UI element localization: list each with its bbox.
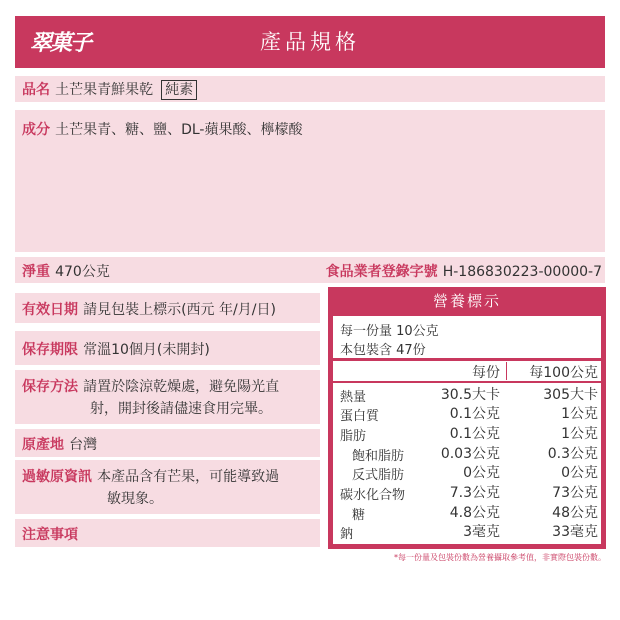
ingredients-value: 土芒果青、糖、鹽、DL-蘋果酸、檸檬酸	[55, 122, 303, 138]
nutrition-divider-thick	[333, 358, 601, 361]
nutrient-per-serving: 30.5大卡	[440, 387, 500, 403]
shelf-life-label: 保存期限	[22, 342, 78, 358]
nutrient-per-100g: 1公克	[561, 426, 598, 442]
nutrient-per-100g: 305大卡	[543, 387, 598, 403]
per-100g-header: 每100公克	[529, 365, 598, 381]
registration-label: 食品業者登錄字號	[325, 264, 438, 280]
nutrient-name: 飽和脂肪	[352, 449, 405, 464]
allergen-label: 過敏原資訊	[22, 469, 92, 485]
net-weight-row	[15, 257, 605, 283]
storage-line-1: 請置於陰涼乾燥處，避免陽光直	[83, 379, 280, 395]
expiry-value: 請見包裝上標示(西元 年/月/日)	[83, 302, 276, 318]
nutrient-per-100g: 1公克	[561, 406, 598, 422]
page-title: 產品規格	[260, 30, 360, 54]
nutrient-name: 糖	[352, 508, 366, 523]
notes-row	[15, 519, 320, 547]
nutrient-per-serving: 7.3公克	[449, 485, 500, 501]
nutrient-name: 反式脂肪	[352, 468, 405, 483]
allergen-line-1: 本產品含有芒果，可能導致過	[97, 469, 280, 485]
ingredients-row	[15, 110, 605, 252]
origin-row	[15, 429, 320, 457]
allergen-row	[15, 460, 320, 514]
shelf-life-value: 常溫10個月(未開封)	[83, 342, 210, 358]
nutrient-per-100g: 73公克	[552, 485, 598, 501]
brand-logo: 翠菓子	[30, 30, 91, 56]
allergen-line-2: 敏現象。	[107, 491, 163, 507]
nutrition-title: 營養標示	[432, 292, 501, 310]
nutrient-per-serving: 0公克	[463, 465, 500, 481]
nutrition-column-divider	[506, 362, 507, 380]
nutrient-per-serving: 0.03公克	[440, 446, 500, 462]
nutrient-per-serving: 4.8公克	[449, 505, 500, 521]
nutrient-name: 脂肪	[340, 429, 367, 444]
nutrient-per-100g: 33毫克	[552, 524, 598, 540]
nutrient-per-serving: 0.1公克	[449, 406, 500, 422]
notes-label: 注意事項	[22, 527, 78, 543]
origin-label: 原產地	[22, 437, 64, 453]
expiry-label: 有效日期	[22, 302, 78, 318]
nutrient-per-100g: 0.3公克	[547, 446, 598, 462]
nutrient-name: 碳水化合物	[340, 488, 406, 503]
nutrition-footnote: *每一份量及包裝份數為營養攝取參考值，非實際包裝份數。	[394, 553, 606, 562]
storage-row	[15, 370, 320, 424]
origin-value: 台灣	[69, 437, 98, 453]
nutrient-per-serving: 3毫克	[463, 524, 500, 540]
net-weight-value: 470公克	[55, 264, 110, 280]
vegan-badge: 純素	[161, 80, 197, 100]
shelf-life-row	[15, 331, 320, 365]
nutrient-name: 熱量	[340, 390, 367, 405]
registration-value: H-186830223-00000-7	[442, 264, 602, 280]
nutrient-per-100g: 48公克	[552, 505, 598, 521]
nutrient-per-100g: 0公克	[561, 465, 598, 481]
nutrient-per-serving: 0.1公克	[449, 426, 500, 442]
product-name-label: 品名	[22, 82, 50, 98]
per-serving-header: 每份	[472, 365, 500, 381]
net-weight-label: 淨重	[22, 264, 50, 280]
servings-per-pack: 本包裝含 47份	[340, 343, 426, 358]
serving-size: 每一份量 10公克	[340, 324, 439, 339]
product-name-value: 土芒果青鮮果乾	[55, 82, 154, 98]
ingredients-label: 成分	[22, 122, 50, 138]
expiry-row	[15, 293, 320, 323]
storage-line-2: 射，開封後請儘速食用完畢。	[90, 401, 272, 417]
product-name-row	[15, 76, 605, 102]
nutrient-name: 鈉	[340, 527, 354, 542]
storage-label: 保存方法	[22, 379, 78, 395]
nutrition-divider	[333, 381, 601, 383]
nutrient-name: 蛋白質	[340, 409, 380, 424]
